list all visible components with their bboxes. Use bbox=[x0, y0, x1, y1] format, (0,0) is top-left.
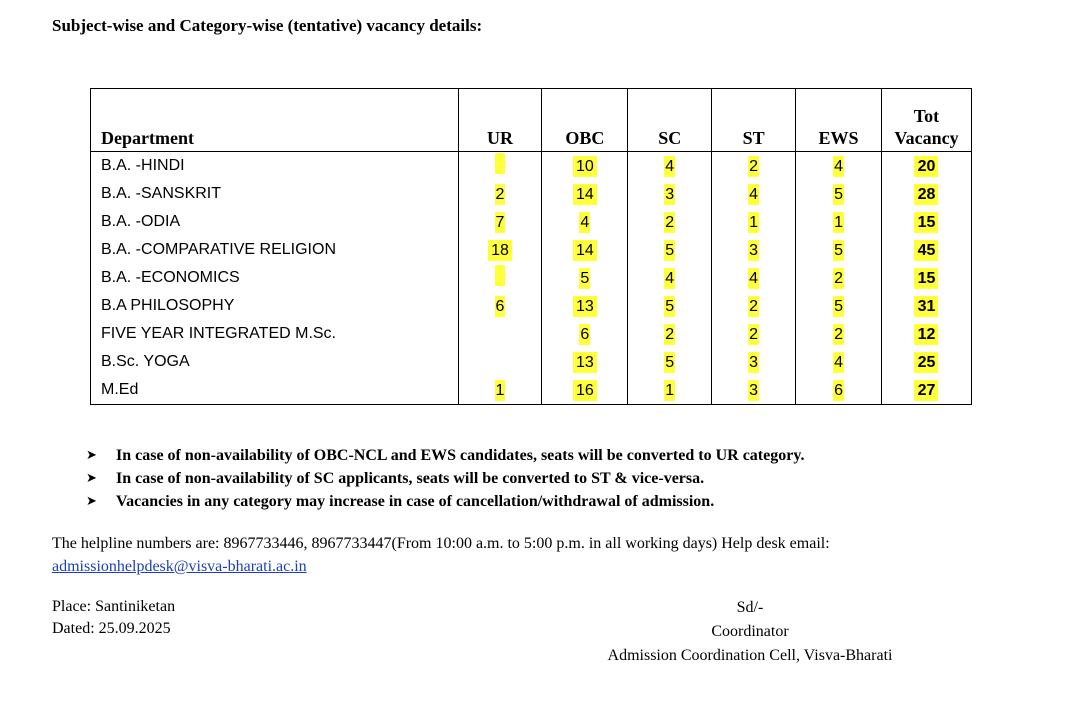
value-st: 1 bbox=[749, 213, 759, 231]
value-sc: 5 bbox=[665, 353, 675, 371]
header-ews: EWS bbox=[796, 89, 882, 152]
value-obc: 14 bbox=[573, 240, 597, 261]
arrow-bullet-icon: ➤ bbox=[86, 447, 97, 463]
cell-department: B.A. -COMPARATIVE RELIGION bbox=[91, 236, 459, 264]
value-ews: 5 bbox=[834, 241, 843, 259]
note-item bbox=[86, 467, 804, 490]
notes-list bbox=[86, 444, 804, 513]
cell-sc bbox=[628, 264, 712, 292]
value-ur bbox=[495, 265, 505, 286]
table-body bbox=[91, 152, 972, 405]
cell-ews bbox=[796, 292, 882, 320]
value-ews: 5 bbox=[834, 185, 843, 203]
cell-department: B.A. -ODIA bbox=[91, 208, 459, 236]
cell-ews bbox=[796, 152, 882, 181]
cell-ur bbox=[458, 292, 542, 320]
cell-department: B.Sc. YOGA bbox=[91, 348, 459, 376]
value-ews: 2 bbox=[834, 325, 843, 343]
value-st: 3 bbox=[749, 353, 759, 371]
cell-st bbox=[712, 152, 796, 181]
cell-total bbox=[881, 208, 971, 236]
cell-total bbox=[881, 180, 971, 208]
cell-ews bbox=[796, 348, 882, 376]
value-st: 4 bbox=[749, 269, 759, 287]
cell-sc bbox=[628, 208, 712, 236]
cell-ews bbox=[796, 180, 882, 208]
value-st: 4 bbox=[749, 185, 759, 203]
signature-block bbox=[590, 596, 910, 668]
value-ur: 18 bbox=[488, 240, 512, 261]
value-obc: 13 bbox=[573, 352, 597, 373]
cell-total bbox=[881, 348, 971, 376]
table-row bbox=[91, 236, 972, 264]
table-row bbox=[91, 348, 972, 376]
cell-st bbox=[712, 208, 796, 236]
cell-ews bbox=[796, 236, 882, 264]
cell-sc bbox=[628, 152, 712, 181]
cell-ews bbox=[796, 320, 882, 348]
cell-total bbox=[881, 152, 971, 181]
cell-ur bbox=[458, 180, 542, 208]
note-item bbox=[86, 490, 804, 513]
value-sc: 4 bbox=[665, 269, 675, 287]
value-total: 15 bbox=[914, 212, 938, 233]
cell-obc bbox=[542, 180, 628, 208]
value-obc: 13 bbox=[573, 296, 597, 317]
cell-st bbox=[712, 264, 796, 292]
cell-st bbox=[712, 236, 796, 264]
cell-obc bbox=[542, 348, 628, 376]
cell-st bbox=[712, 348, 796, 376]
cell-obc bbox=[542, 292, 628, 320]
cell-st bbox=[712, 320, 796, 348]
cell-ur bbox=[458, 376, 542, 405]
cell-st bbox=[712, 376, 796, 405]
table-row bbox=[91, 264, 972, 292]
table-row bbox=[91, 320, 972, 348]
value-obc: 6 bbox=[580, 325, 590, 343]
header-sc: SC bbox=[628, 89, 712, 152]
value-st: 3 bbox=[749, 241, 759, 259]
value-sc: 3 bbox=[665, 185, 675, 203]
note-text: In case of non-availability of SC applicants, seats will be converted to ST & vice-versa. bbox=[116, 469, 705, 487]
value-ews: 4 bbox=[834, 353, 843, 371]
cell-ur bbox=[458, 348, 542, 376]
value-sc: 1 bbox=[665, 381, 675, 399]
cell-obc bbox=[542, 152, 628, 181]
cell-total bbox=[881, 292, 971, 320]
value-ews: 5 bbox=[834, 297, 843, 315]
note-text: In case of non-availability of OBC-NCL and EWS candidates, seats will be converted to UR category. bbox=[116, 446, 805, 464]
cell-department: B.A. -HINDI bbox=[91, 152, 459, 181]
table-row bbox=[91, 180, 972, 208]
table-row bbox=[91, 292, 972, 320]
note-item bbox=[86, 444, 804, 467]
table-row bbox=[91, 208, 972, 236]
cell-ews bbox=[796, 376, 882, 405]
cell-sc bbox=[628, 180, 712, 208]
value-obc: 10 bbox=[573, 156, 597, 177]
value-sc: 4 bbox=[665, 157, 675, 175]
value-total: 25 bbox=[914, 352, 938, 373]
cell-department: FIVE YEAR INTEGRATED M.Sc. bbox=[91, 320, 459, 348]
cell-department: B.A PHILOSOPHY bbox=[91, 292, 459, 320]
value-total: 28 bbox=[914, 184, 938, 205]
cell-ur bbox=[458, 264, 542, 292]
cell-total bbox=[881, 264, 971, 292]
cell-st bbox=[712, 180, 796, 208]
value-ur: 2 bbox=[495, 185, 505, 203]
header-total-vacancy-text: Tot Vacancy bbox=[894, 106, 959, 148]
value-ews: 4 bbox=[834, 157, 843, 175]
value-ur bbox=[495, 153, 505, 174]
dated-text: Dated: 25.09.2025 bbox=[52, 620, 171, 637]
value-sc: 5 bbox=[665, 297, 675, 315]
value-st: 2 bbox=[749, 157, 759, 175]
value-total: 45 bbox=[914, 240, 938, 261]
value-total: 12 bbox=[914, 324, 938, 345]
arrow-bullet-icon: ➤ bbox=[86, 470, 97, 486]
cell-total bbox=[881, 236, 971, 264]
cell-ur bbox=[458, 208, 542, 236]
value-total: 27 bbox=[914, 380, 938, 401]
cell-department: B.A. -ECONOMICS bbox=[91, 264, 459, 292]
table-row bbox=[91, 376, 972, 405]
header-total-vacancy bbox=[881, 89, 971, 152]
value-obc: 14 bbox=[573, 184, 597, 205]
value-st: 2 bbox=[749, 325, 759, 343]
signature-title: Coordinator bbox=[711, 623, 789, 640]
value-ews: 6 bbox=[834, 381, 843, 399]
cell-obc bbox=[542, 236, 628, 264]
cell-sc bbox=[628, 376, 712, 405]
value-sc: 2 bbox=[665, 325, 675, 343]
value-total: 15 bbox=[914, 268, 938, 289]
cell-total bbox=[881, 376, 971, 405]
value-st: 2 bbox=[749, 297, 759, 315]
place-text: Place: Santiniketan bbox=[52, 598, 176, 615]
value-st: 3 bbox=[749, 381, 759, 399]
cell-sc bbox=[628, 236, 712, 264]
value-ews: 2 bbox=[834, 269, 843, 287]
place-date-block bbox=[52, 596, 175, 640]
cell-ur bbox=[458, 236, 542, 264]
table-header-row bbox=[91, 89, 972, 152]
header-department: Department bbox=[91, 89, 459, 152]
vacancy-table bbox=[90, 88, 972, 405]
signature-sd: Sd/- bbox=[736, 599, 764, 616]
cell-department: M.Ed bbox=[91, 376, 459, 405]
header-ur: UR bbox=[458, 89, 542, 152]
cell-obc bbox=[542, 264, 628, 292]
cell-obc bbox=[542, 320, 628, 348]
cell-sc bbox=[628, 348, 712, 376]
cell-department: B.A. -SANSKRIT bbox=[91, 180, 459, 208]
cell-ur bbox=[458, 152, 542, 181]
cell-ur bbox=[458, 320, 542, 348]
value-obc: 5 bbox=[580, 269, 590, 287]
value-obc: 16 bbox=[573, 380, 597, 401]
value-sc: 2 bbox=[665, 213, 675, 231]
value-ur: 1 bbox=[495, 381, 505, 399]
cell-total bbox=[881, 320, 971, 348]
page-heading: Subject-wise and Category-wise (tentative) vacancy details: bbox=[52, 16, 483, 35]
cell-obc bbox=[542, 376, 628, 405]
cell-st bbox=[712, 292, 796, 320]
helpline-text: The helpline numbers are: 8967733446, 8967733447(From 10:00 a.m. to 5:00 p.m. in all working days) Help desk email: bbox=[52, 535, 830, 552]
arrow-bullet-icon: ➤ bbox=[86, 493, 97, 509]
note-text: Vacancies in any category may increase in case of cancellation/withdrawal of admission. bbox=[116, 492, 715, 510]
cell-sc bbox=[628, 292, 712, 320]
header-obc: OBC bbox=[542, 89, 628, 152]
value-total: 31 bbox=[914, 296, 938, 317]
value-ur: 6 bbox=[495, 297, 505, 315]
helpline-info bbox=[52, 532, 830, 578]
header-st: ST bbox=[712, 89, 796, 152]
cell-obc bbox=[542, 208, 628, 236]
value-obc: 4 bbox=[580, 213, 590, 231]
helpdesk-email-link[interactable]: admissionhelpdesk@visva-bharati.ac.in bbox=[52, 558, 307, 575]
cell-sc bbox=[628, 320, 712, 348]
value-ews: 1 bbox=[834, 213, 843, 231]
signature-office: Admission Coordination Cell, Visva-Bharati bbox=[607, 647, 893, 664]
value-total: 20 bbox=[914, 156, 938, 177]
cell-ews bbox=[796, 208, 882, 236]
value-sc: 5 bbox=[665, 241, 675, 259]
cell-ews bbox=[796, 264, 882, 292]
table-row bbox=[91, 152, 972, 181]
value-ur: 7 bbox=[495, 213, 505, 231]
